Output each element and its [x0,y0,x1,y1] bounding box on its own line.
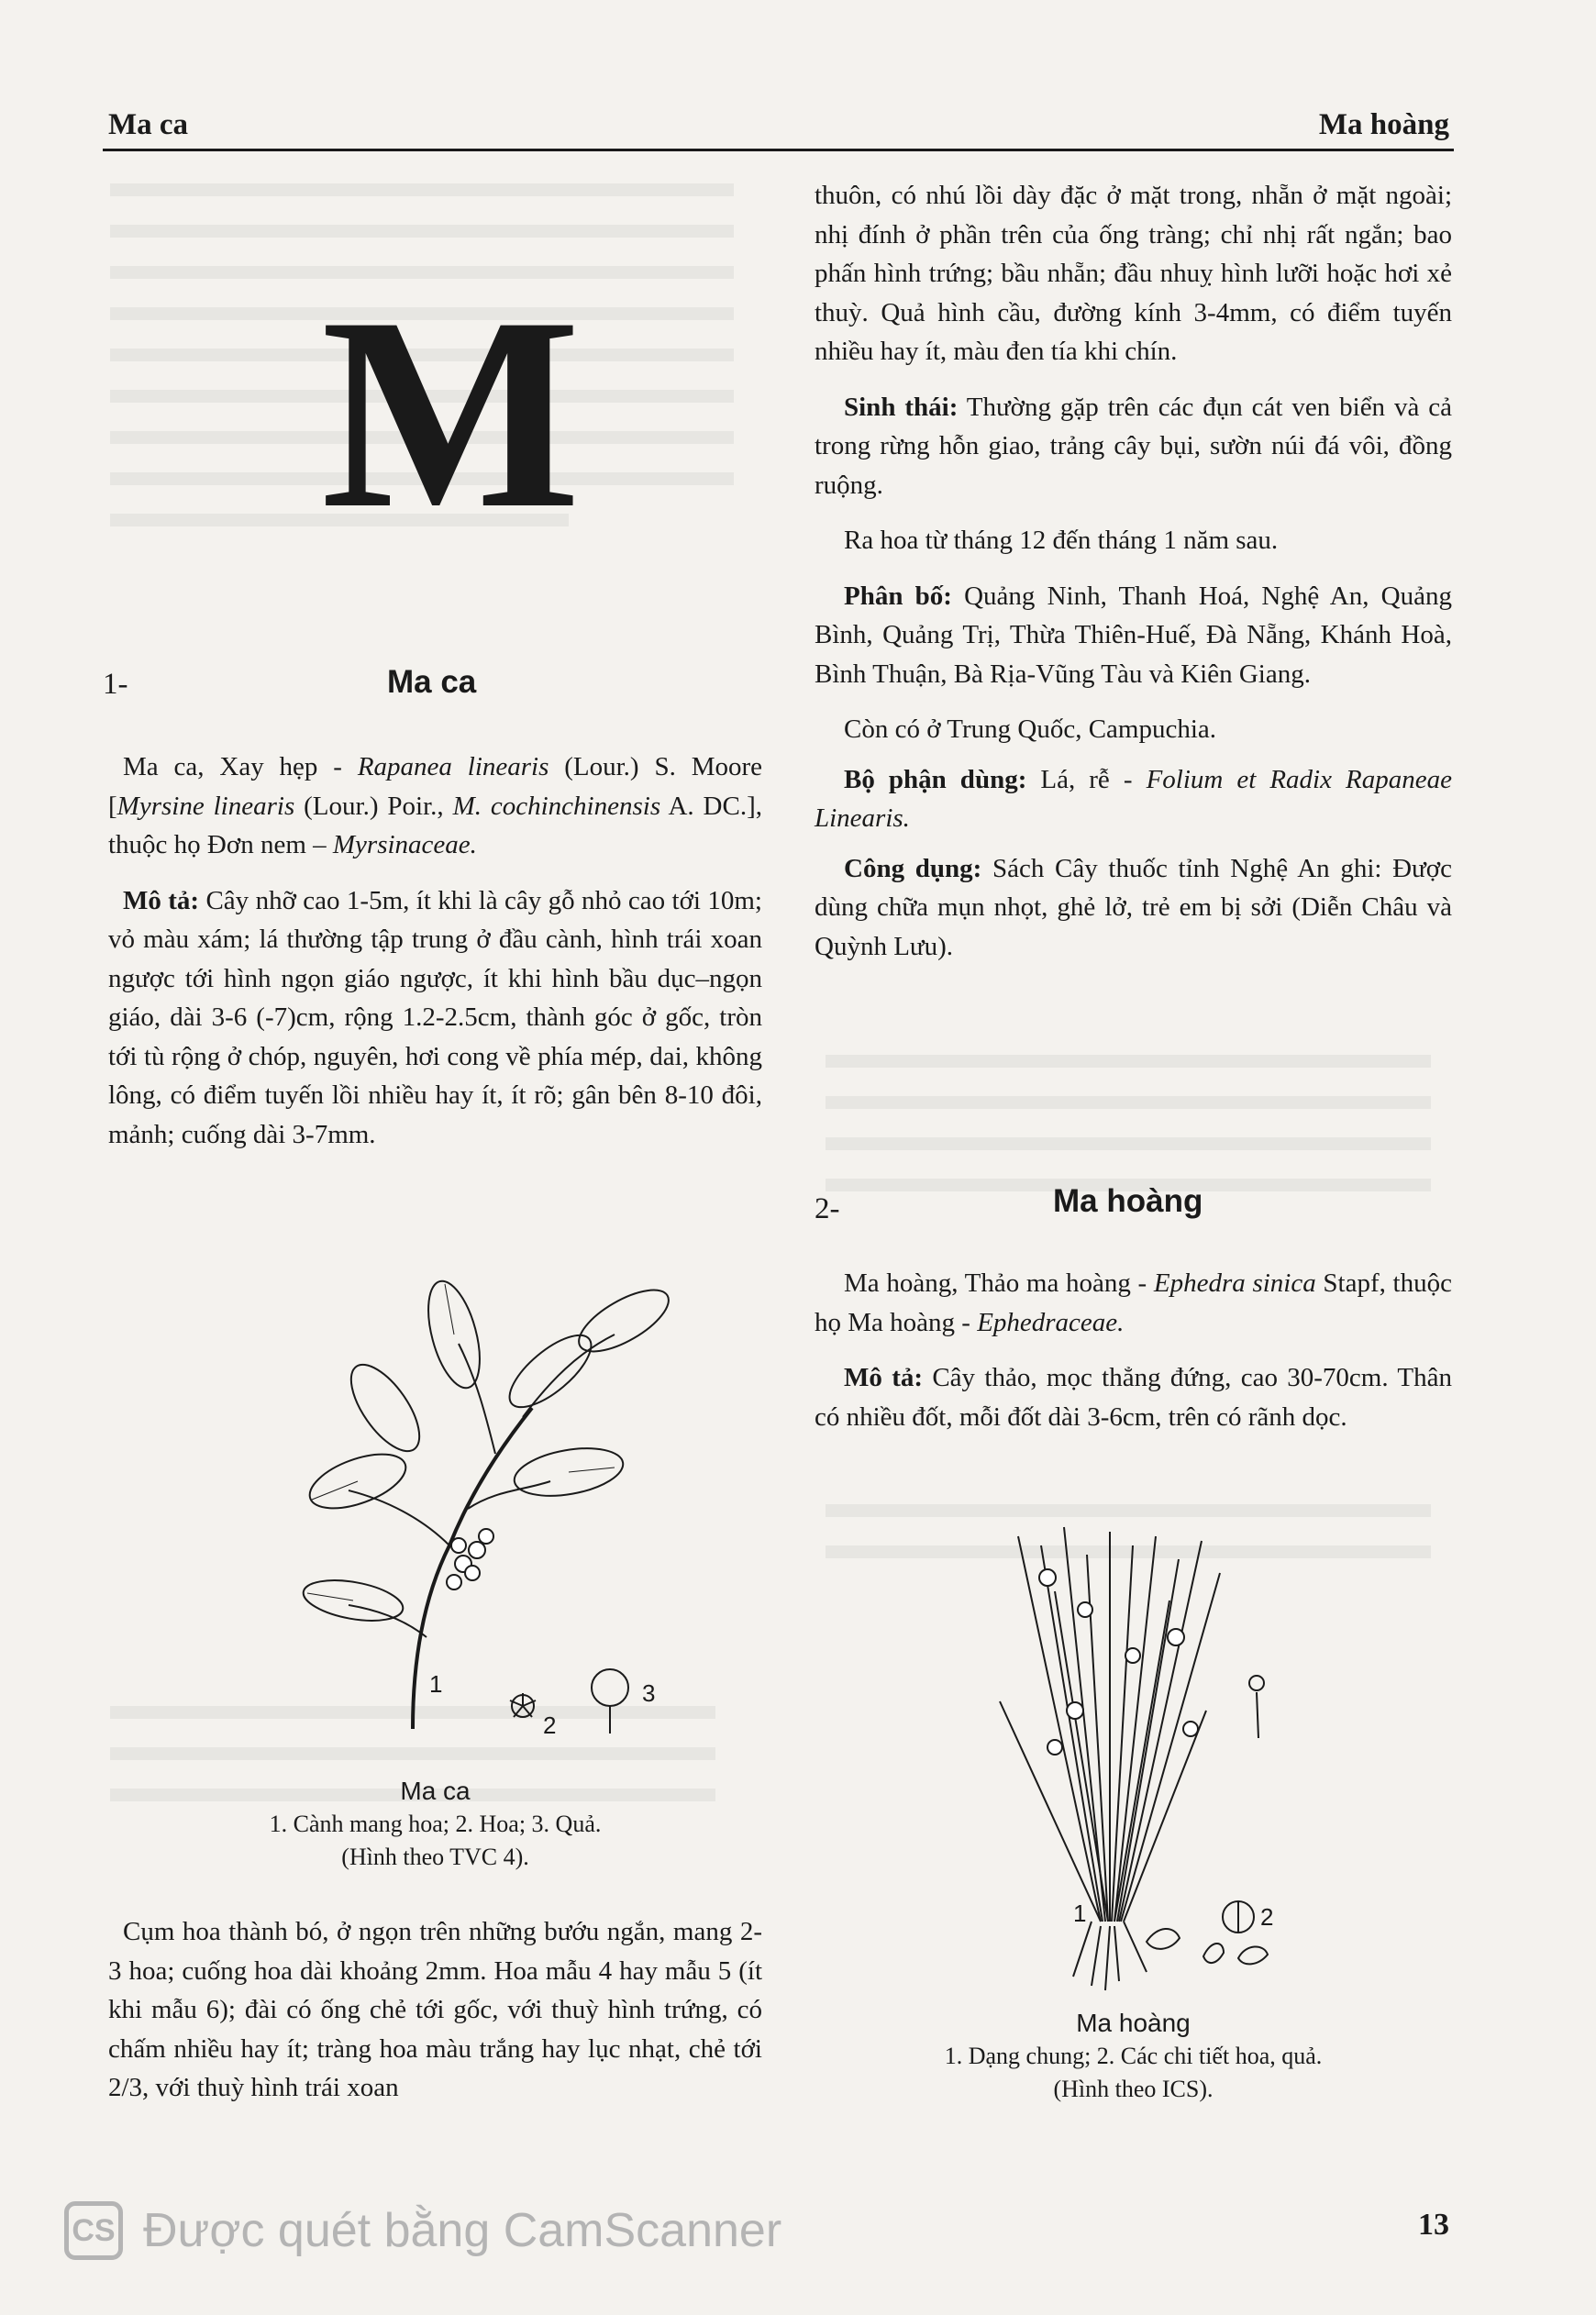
entry-number: 1- [103,668,128,701]
figure-label-1: 1 [429,1670,443,1698]
running-header-left: Ma ca [108,108,189,141]
scanner-text: Được quét bằng CamScanner [143,2204,782,2257]
parts-used-paragraph: Bộ phận dùng: Lá, rễ - Folium et Radix Rapaneae Linearis. [815,764,1452,833]
entry-number: 2- [815,1192,840,1225]
ma-ca-illustration [275,1270,679,1747]
entry1-intro: Ma ca, Xay hẹp - Rapanea linearis (Lour.) S. Moore [Myrsine linearis (Lour.) Poir., M. cochinchinensis A. DC.], thuộc họ Đơn nem – Myrsinaceae. [108,752,763,859]
figure-label-3: 3 [642,1679,656,1707]
entry1-right-text: thuôn, có nhú lồi dày đặc ở mặt trong, nhẵn ở mặt ngoài; nhị đính ở phần trên của ống tràng; chỉ nhị rất ngắn; bao phấn hình trứng; bầu nhẵn; đầu nhuỵ hình lưỡi hoặc hơi xẻ thuỳ. Quả hình cầu, đường kính 3-4mm, có điểm tuyến nhiều hay ít, màu đen tía khi chín. Sinh thái: Thường gặp trên các đụn cát ven biển và cả trong rừng hỗn giao, trảng cây bụi, sườn núi đá vôi, đồng ruộng. Ra hoa từ tháng 12 đến tháng 1 năm sau. Phân bố: Quảng Ninh, Thanh Hoá, Nghệ An, Quảng Bình, Quảng Trị, Thừa Thiên-Huế, Đà Nẵng, Khánh Hoà, Bình Thuận, Bà Rịa-Vũng Tàu và Kiên Giang. Còn có ở Trung Quốc, Campuchia. Bộ phận dùng: Lá, rễ - Folium et Radix Rapaneae Linearis. Công dụng: Sách Cây thuốc tỉnh Nghệ An ghi: Được dùng chữa mụn nhọt, ghẻ lở, trẻ em bị sởi (Diễn Châu và Quỳnh Lưu). [815,176,1452,966]
uses-paragraph: Công dụng: Sách Cây thuốc tỉnh Nghệ An ghi: Được dùng chữa mụn nhọt, ghẻ lở, trẻ em bị sởi (Diễn Châu và Quỳnh Lưu). [815,853,1452,961]
figure-label-2: 2 [543,1711,557,1739]
figure-caption: Ma hoàng 1. Dạng chung; 2. Các chi tiết hoa, quả. (Hình theo ICS). [944,2009,1323,2102]
entry-title: Ma hoàng [1053,1183,1203,1219]
ecology-paragraph: Sinh thái: Thường gặp trên các đụn cát ven biển và cả trong rừng hỗn giao, trảng cây bụi, sườn núi đá vôi, đồng ruộng. [815,392,1452,500]
figure-label-1: 1 [1073,1900,1087,1927]
entry2-description: Mô tả: Cây thảo, mọc thẳng đứng, cao 30-70cm. Thân có nhiều đốt, mỗi đốt dài 3-6cm, trên có rãnh dọc. [815,1363,1452,1432]
section-letter: M [321,260,578,565]
entry2-intro: Ma hoàng, Thảo ma hoàng - Ephedra sinica Stapf, thuộc họ Ma hoàng - Ephedraceae. [815,1268,1452,1337]
entry1-flowers-text: Cụm hoa thành bó, ở ngọn trên những bướu ngắn, mang 2-3 hoa; cuống hoa dài khoảng 2mm. Hoa mẫu 4 hay mẫu 5 (ít khi mẫu 6); đài có ống chẻ tới gốc, với thuỳ hình trứng, có chấm nhiều hay ít; tràng hoa màu trắng hay lục nhạt, chẻ tới 2/3, với thuỳ hình trái xoan [108,1917,762,2102]
distribution-paragraph: Phân bố: Quảng Ninh, Thanh Hoá, Nghệ An, Quảng Bình, Quảng Trị, Thừa Thiên-Huế, Đà Nẵng, Khánh Hoà, Bình Thuận, Bà Rịa-Vũng Tàu và Kiên Giang. [815,581,1452,689]
figure-label-2: 2 [1260,1903,1274,1931]
page-number: 13 [1418,2208,1449,2242]
header-divider [103,149,1454,151]
entry-title: Ma ca [387,664,477,700]
ma-hoang-illustration [963,1518,1348,2004]
entry2-text [815,1264,1452,1436]
running-header-right: Ma hoàng [1318,108,1449,141]
entry1-description: Mô tả: Cây nhỡ cao 1-5m, ít khi là cây gỗ nhỏ cao tới 10m; vỏ màu xám; lá thường tập trung ở đầu cành, hình trái xoan ngược tới hình ngọn giáo ngược, ít khi hình bầu dục–ngọn giáo, dài 3-6 (-7)cm, rộng 1.2-2.5cm, thành góc ở gốc, tròn tới tù rộng ở chóp, nguyên, hơi cong về phía mép, dai, không lông, có điểm tuyến lồi nhiều hay ít, ít rõ; gân bên 8-10 đôi, mảnh; cuống dài 3-7mm. [108,885,762,1149]
entry1-left-text [108,748,762,1154]
figure-caption: Ma ca 1. Cành mang hoa; 2. Hoa; 3. Quả. (Hình theo TVC 4). [269,1777,602,1870]
camscanner-logo-icon: CS [64,2201,123,2260]
camscanner-watermark [64,2201,781,2260]
